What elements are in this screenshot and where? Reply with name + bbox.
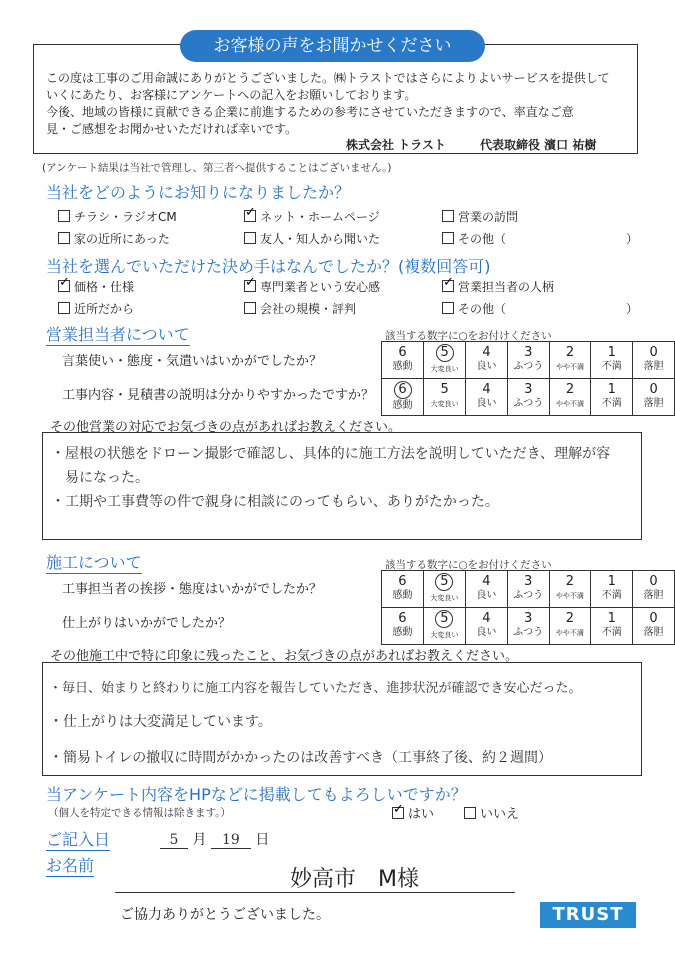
name-underline bbox=[115, 892, 515, 893]
rating-cell[interactable] bbox=[423, 608, 465, 645]
sales-question-b: 工事内容・見積書の説明は分かりやすかったですか？ bbox=[62, 388, 375, 403]
rating-row bbox=[382, 571, 675, 608]
rating-cell[interactable] bbox=[424, 342, 466, 379]
rating-label: 良い bbox=[476, 361, 497, 372]
rating-number: 4 bbox=[482, 611, 491, 626]
rating-number: 2 bbox=[565, 382, 575, 397]
rating-cell[interactable] bbox=[423, 571, 465, 608]
rating-cell[interactable] bbox=[466, 342, 508, 379]
rating-number: 3 bbox=[524, 611, 533, 626]
q1-option[interactable]: ✓ ネット・ホームページ bbox=[244, 208, 380, 225]
rating-label: 不満 bbox=[601, 590, 622, 601]
rating-number: 6 bbox=[398, 611, 407, 626]
q1-option[interactable]: 家の近所にあった bbox=[58, 230, 170, 247]
rating-number: 0 bbox=[649, 345, 658, 360]
comment-line: ・屋根の状態をドローン撮影で確認し、具体的に施工方法を説明していただき、理解が容 bbox=[51, 446, 611, 462]
checkbox[interactable] bbox=[442, 302, 454, 314]
publish-no[interactable]: いいえ bbox=[464, 803, 519, 822]
rating-number: 1 bbox=[607, 611, 616, 626]
checkbox[interactable] bbox=[58, 302, 70, 314]
rating-row bbox=[382, 608, 675, 645]
checkbox[interactable] bbox=[244, 232, 256, 244]
rating-cell[interactable] bbox=[591, 608, 633, 645]
rating-label: 感動 bbox=[392, 627, 413, 638]
construction-comment-question: その他施工中で特に印象に残ったこと、お気づきの点があればお教えください。 bbox=[50, 649, 519, 664]
checkbox[interactable] bbox=[442, 210, 454, 222]
rating-label: 大変良い bbox=[430, 631, 459, 639]
rating-cell[interactable] bbox=[507, 608, 549, 645]
construction-question-b: 仕上がりはいかがでしたか？ bbox=[62, 616, 232, 631]
thanks-message: ご協力ありがとうございました。 bbox=[120, 907, 330, 923]
rating-row bbox=[382, 379, 675, 416]
rating-cell[interactable] bbox=[633, 342, 675, 379]
rating-cell[interactable] bbox=[633, 608, 675, 645]
construction-question-a: 工事担当者の挨拶・態度はいかがでしたか？ bbox=[62, 582, 323, 597]
construction-heading: 施工について bbox=[46, 550, 142, 574]
rating-number: 6 bbox=[398, 574, 407, 589]
sales-rating-table bbox=[381, 341, 675, 416]
sales-heading: 営業担当者について bbox=[46, 322, 190, 346]
q2-option[interactable]: ✓価格・仕様 bbox=[58, 278, 134, 295]
rating-number: 6 bbox=[394, 381, 412, 399]
date-label: ご記入日 bbox=[46, 827, 110, 851]
checkbox-checked[interactable] bbox=[392, 807, 404, 819]
q2-option[interactable]: その他（ ） bbox=[442, 300, 638, 317]
q1-option[interactable]: その他（ ） bbox=[442, 230, 638, 247]
rating-number: 1 bbox=[607, 345, 616, 360]
month-unit: 月 bbox=[192, 832, 207, 848]
rating-label: やや不満 bbox=[555, 629, 584, 637]
survey-title: お客様の声をお聞かせください bbox=[180, 30, 485, 62]
rating-label: 不満 bbox=[601, 361, 622, 372]
rating-label: 落胆 bbox=[643, 627, 664, 638]
rating-number: 1 bbox=[607, 382, 616, 397]
rating-cell[interactable] bbox=[465, 608, 507, 645]
rating-label: ふつう bbox=[513, 590, 544, 601]
rating-number: 3 bbox=[524, 574, 533, 589]
day-value: 19 bbox=[211, 832, 251, 849]
rating-cell[interactable] bbox=[591, 342, 633, 379]
checkbox-checked[interactable] bbox=[58, 280, 70, 292]
rating-number: 2 bbox=[565, 345, 575, 360]
comment-line: ・仕上がりは大変満足しています。 bbox=[49, 714, 272, 730]
q1-option[interactable]: 営業の訪問 bbox=[442, 208, 518, 225]
rating-label: ふつう bbox=[513, 398, 544, 409]
intro-text bbox=[46, 70, 626, 138]
rating-label: 落胆 bbox=[643, 590, 664, 601]
rating-cell[interactable] bbox=[549, 379, 591, 416]
rating-number: 2 bbox=[565, 574, 575, 589]
rating-label: 感動 bbox=[392, 361, 413, 372]
checkbox[interactable] bbox=[58, 210, 70, 222]
rating-number: 4 bbox=[482, 345, 491, 360]
q1-heading: 当社をどのようにお知りになりましたか？ bbox=[46, 183, 351, 202]
rating-number: 5 bbox=[435, 610, 453, 628]
construction-comment-box[interactable] bbox=[42, 662, 642, 776]
rating-label: やや不満 bbox=[555, 592, 584, 600]
rating-row bbox=[382, 342, 675, 379]
rating-cell[interactable] bbox=[633, 571, 675, 608]
rating-cell[interactable] bbox=[633, 379, 675, 416]
rating-label: 良い bbox=[476, 398, 497, 409]
rating-cell[interactable] bbox=[591, 379, 633, 416]
rating-cell[interactable] bbox=[507, 379, 549, 416]
rating-number: 5 bbox=[435, 573, 453, 591]
rating-number: 1 bbox=[607, 574, 616, 589]
checkbox-checked[interactable] bbox=[244, 210, 256, 222]
publish-heading: 当アンケート内容をHPなどに掲載してもよろしいですか？ bbox=[46, 785, 467, 804]
intro-line: この度は工事のご用命誠にありがとうございました。㈱トラストではさらによりよいサービスを提供して bbox=[46, 71, 610, 85]
rating-label: 大変良い bbox=[430, 594, 459, 602]
q2-option[interactable]: 会社の規模・評判 bbox=[244, 300, 356, 317]
rating-label: やや不満 bbox=[556, 400, 585, 408]
intro-line: 今後、地域の皆様に貢献できる企業に前進するための参考にさせていただきますので、率直なご意 bbox=[46, 105, 574, 119]
rating-label: 不満 bbox=[601, 627, 622, 638]
q2-heading: 当社を選んでいただけた決め手はなんでしたか？(複数回答可) bbox=[46, 257, 491, 276]
trust-logo: TRUST bbox=[540, 902, 636, 928]
publish-note: （個人を特定できる情報は除きます。） bbox=[48, 807, 231, 819]
representative: 代表取締役 濱口 祐樹 bbox=[480, 138, 597, 152]
rating-number: 5 bbox=[440, 382, 449, 397]
comment-line: 易になった。 bbox=[51, 470, 149, 486]
rating-number: 0 bbox=[649, 574, 658, 589]
construction-rating-table bbox=[381, 570, 675, 645]
rating-label: 大変良い bbox=[430, 400, 459, 408]
rating-cell[interactable] bbox=[382, 571, 424, 608]
checkbox[interactable] bbox=[244, 302, 256, 314]
q1-option[interactable]: チラシ・ラジオCM bbox=[58, 208, 177, 225]
rating-cell[interactable] bbox=[424, 379, 466, 416]
intro-line: 見・ご感想をお聞かせいただければ幸いです。 bbox=[46, 122, 298, 136]
rating-number: 5 bbox=[436, 344, 454, 362]
name-label: お名前 bbox=[46, 853, 94, 877]
rating-cell[interactable] bbox=[507, 342, 549, 379]
checkbox[interactable] bbox=[464, 807, 476, 819]
checkbox[interactable] bbox=[58, 232, 70, 244]
sales-comment-box[interactable] bbox=[42, 432, 642, 540]
rating-cell[interactable] bbox=[382, 608, 424, 645]
rating-cell[interactable] bbox=[549, 608, 591, 645]
rating-label: 良い bbox=[476, 627, 497, 638]
rating-label: 不満 bbox=[601, 398, 622, 409]
comment-line: ・毎日、始まりと終わりに施工内容を報告していただき、進捗状況が確認でき安心だった。 bbox=[49, 681, 582, 696]
q2-option[interactable]: ✓ 営業担当者の人柄 bbox=[442, 278, 554, 295]
privacy-note: (アンケート結果は当社で管理し、第三者へ提供することはございません。) bbox=[42, 162, 392, 174]
rating-cell[interactable] bbox=[549, 571, 591, 608]
rating-number: 0 bbox=[649, 382, 658, 397]
rate-hint: 該当する数字に○をお付けください bbox=[385, 559, 552, 571]
rating-label: やや不満 bbox=[556, 363, 585, 371]
rate-hint: 該当する数字に○をお付けください bbox=[385, 330, 552, 342]
checkbox[interactable] bbox=[442, 232, 454, 244]
rating-cell[interactable] bbox=[549, 342, 591, 379]
rating-label: 良い bbox=[476, 590, 497, 601]
rating-cell[interactable] bbox=[466, 379, 508, 416]
rating-cell[interactable] bbox=[382, 342, 424, 379]
comment-line: ・簡易トイレの撤収に時間がかかったのは改善すべき（工事終了後、約２週間） bbox=[49, 750, 553, 766]
rating-number: 3 bbox=[524, 382, 533, 397]
q1-option[interactable]: 友人・知人から聞いた bbox=[244, 230, 380, 247]
rating-cell[interactable] bbox=[465, 571, 507, 608]
q2-option[interactable]: 近所だから bbox=[58, 300, 134, 317]
rating-number: 4 bbox=[482, 574, 491, 589]
checkbox-checked[interactable] bbox=[244, 280, 256, 292]
day-unit: 日 bbox=[255, 832, 270, 848]
rating-number: 6 bbox=[398, 345, 407, 360]
customer-name[interactable]: 妙高市 M様 bbox=[290, 867, 419, 892]
month-value: 5 bbox=[160, 832, 188, 849]
rating-cell[interactable] bbox=[382, 379, 424, 416]
company-name: 株式会社 トラスト bbox=[346, 138, 446, 152]
sales-question-a: 言葉使い・態度・気遣いはいかがでしたか？ bbox=[62, 354, 323, 369]
rating-label: 感動 bbox=[392, 400, 413, 411]
rating-number: 0 bbox=[649, 611, 658, 626]
rating-cell[interactable] bbox=[507, 571, 549, 608]
comment-line: ・工期や工事費等の件で親身に相談にのってもらい、ありがたかった。 bbox=[51, 494, 499, 510]
rating-label: 感動 bbox=[392, 590, 413, 601]
intro-line: いくにあたり、お客様にアンケートへの記入をお願いしております。 bbox=[46, 88, 417, 102]
rating-cell[interactable] bbox=[591, 571, 633, 608]
checkbox-checked[interactable] bbox=[442, 280, 454, 292]
q2-option[interactable]: ✓ 専門業者という安心感 bbox=[244, 278, 380, 295]
rating-label: ふつう bbox=[513, 627, 544, 638]
rating-number: 4 bbox=[482, 382, 491, 397]
entry-date[interactable] bbox=[160, 829, 269, 849]
rating-number: 2 bbox=[565, 611, 575, 626]
publish-yes[interactable]: ✓ はい bbox=[392, 803, 434, 822]
sales-comment-question: その他営業の対応でお気づきの点があればお教えください。 bbox=[50, 420, 402, 435]
rating-label: 大変良い bbox=[430, 365, 459, 373]
rating-number: 3 bbox=[524, 345, 533, 360]
rating-label: ふつう bbox=[513, 361, 544, 372]
rating-label: 落胆 bbox=[643, 398, 664, 409]
rating-label: 落胆 bbox=[643, 361, 664, 372]
